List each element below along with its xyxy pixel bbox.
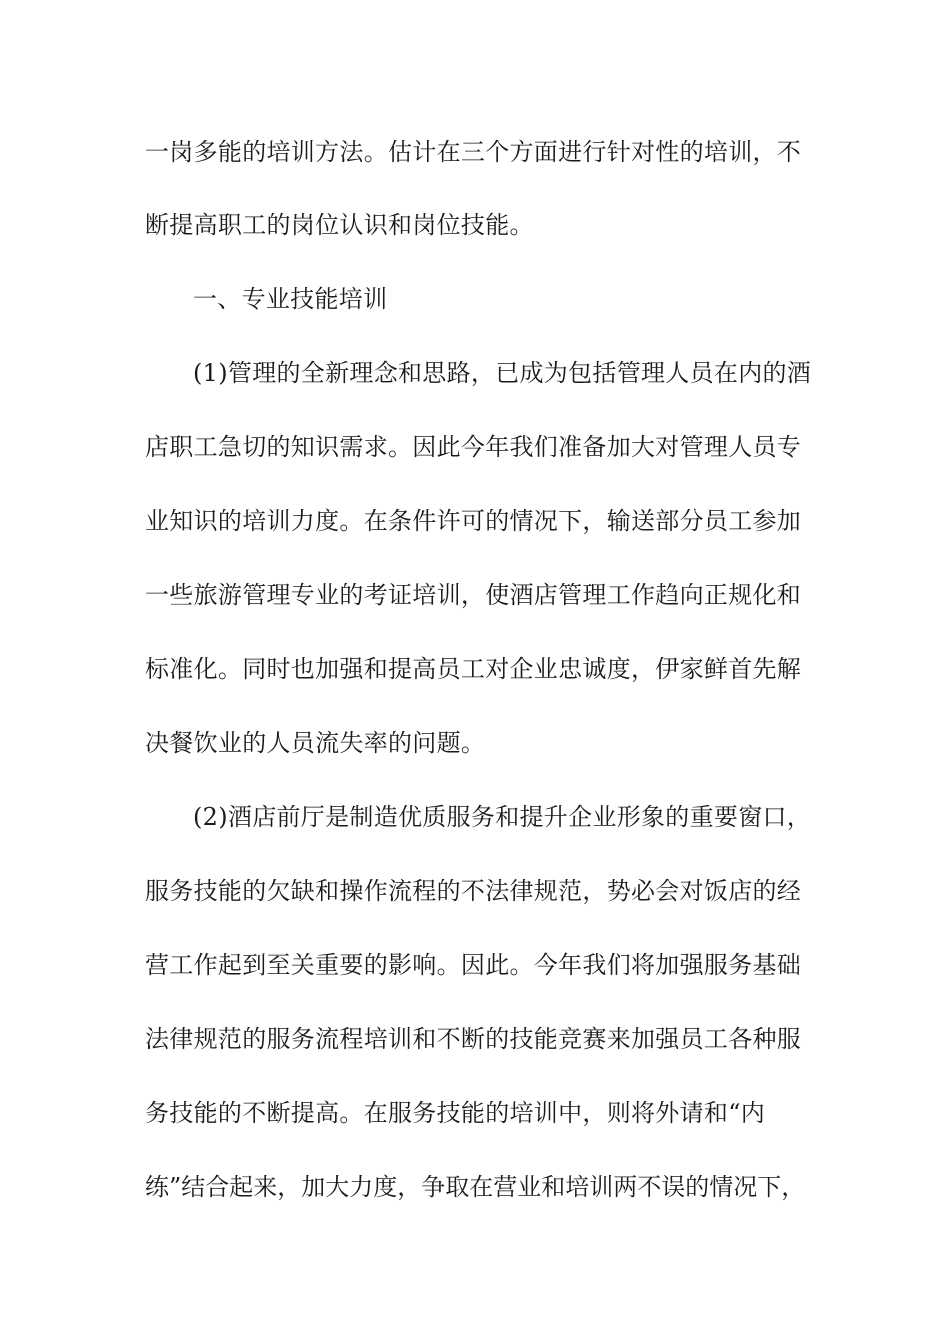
paragraph-start: (1)管理的全新理念和思路，已成为包括管理人员在内的酒 [193,359,812,387]
text-line: 法律规范的服务流程培训和不断的技能竞赛来加强员工各种服 [145,1025,802,1053]
text-line: 一些旅游管理专业的考证培训，使酒店管理工作趋向正规化和 [145,581,802,609]
section-heading: 一、专业技能培训 [193,285,388,313]
text-line: 业知识的培训力度。在条件许可的情况下，输送部分员工参加 [145,507,802,535]
text-line: 决餐饮业的人员流失率的问题。 [145,729,486,757]
text-line: 务技能的不断提高。在服务技能的培训中，则将外请和“内 [145,1099,766,1127]
text-line: 服务技能的欠缺和操作流程的不法律规范，势必会对饭店的经 [145,877,802,905]
text-line: 一岗多能的培训方法。估计在三个方面进行针对性的培训，不 [145,138,802,166]
text-line: 营工作起到至关重要的影响。因此。今年我们将加强服务基础 [145,951,802,979]
paragraph-start: (2)酒店前厅是制造优质服务和提升企业形象的重要窗口， [193,803,812,831]
text-line: 练”结合起来，加大力度，争取在营业和培训两不误的情况下， [145,1173,806,1201]
text-line: 标准化。同时也加强和提高员工对企业忠诚度，伊家鲜首先解 [145,655,802,683]
text-line: 断提高职工的岗位认识和岗位技能。 [145,211,534,239]
text-line: 店职工急切的知识需求。因此今年我们准备加大对管理人员专 [145,433,802,461]
